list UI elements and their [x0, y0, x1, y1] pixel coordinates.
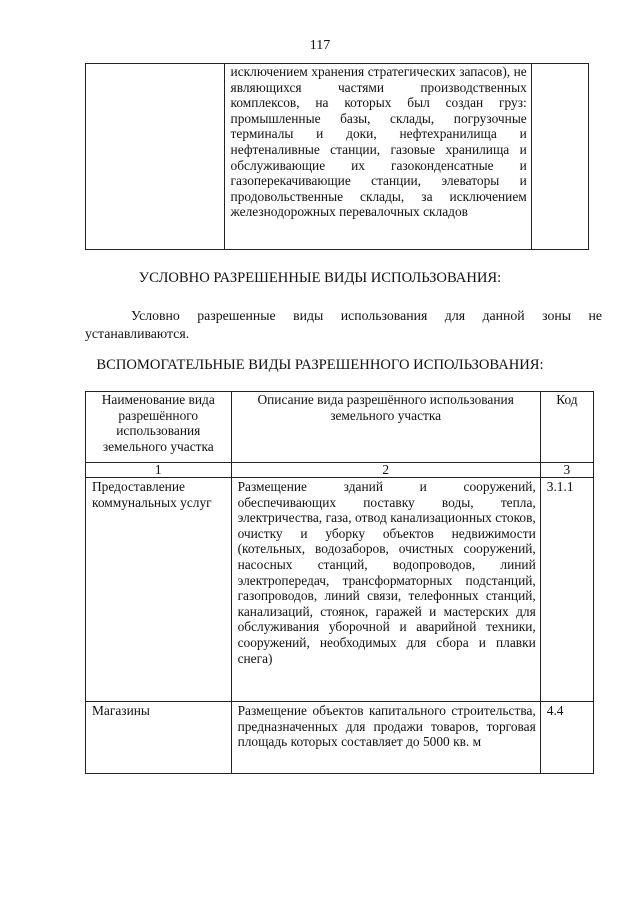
table-row: [86, 478, 594, 702]
use-name: Магазины: [86, 702, 232, 774]
conditional-uses-text: Условно разрешенные виды использования для данной зоны не устанавливаются.: [85, 308, 602, 341]
auxiliary-uses-table: [85, 391, 594, 774]
column-number: 2: [231, 463, 540, 478]
use-description: Размещение объектов капитального строительства, предназначенных для продажи товаров, торговая площадь которых составляет до 5000 кв. м: [237, 703, 536, 750]
table-row: [86, 64, 589, 250]
header-name: Наименование вида разрешённого использования земельного участка: [86, 392, 232, 463]
column-number-row: [86, 463, 594, 478]
header-description: Описание вида разрешённого использования земельного участка: [231, 392, 540, 463]
table-cell-description: [231, 702, 540, 774]
table-cell-description: [231, 478, 540, 702]
conditional-uses-heading: УСЛОВНО РАЗРЕШЕННЫЕ ВИДЫ ИСПОЛЬЗОВАНИЯ:: [138, 270, 502, 286]
column-number: 3: [540, 463, 593, 478]
use-code: 3.1.1: [540, 478, 593, 702]
table-header-row: [86, 392, 594, 463]
table-row: [86, 702, 594, 774]
table-cell-description: [224, 64, 531, 250]
column-number: 1: [86, 463, 232, 478]
table-cell-empty: [86, 64, 225, 250]
use-description: Размещение зданий и сооружений, обеспечивающих поставку воды, тепла, электричества, газа, отвод канализационных стоков, очистку и уборку объектов недвижимости (котельных, водозаборов, очистных сооружений, насосных станций, водопроводов, линий электропередач, трансформаторных подстанций, газопроводов, линий связи, телефонных станций, канализаций, стоянок, гаражей и мастерских для обслуживания уборочной и аварийной техники, сооружений, необходимых для сбора и плавки снега): [237, 479, 536, 666]
auxiliary-uses-heading: ВСПОМОГАТЕЛЬНЫЕ ВИДЫ РАЗРЕШЕННОГО ИСПОЛЬЗОВАНИЯ:: [96, 357, 544, 373]
use-code: 4.4: [540, 702, 593, 774]
page-number: 117: [309, 38, 331, 53]
header-code: Код: [540, 392, 593, 463]
use-name: Предоставление коммунальных услуг: [86, 478, 232, 702]
continuation-table: [85, 63, 589, 250]
row-description: исключением хранения стратегических запасов), не являющихся частями производственных комплексов, на которых был создан груз: промышленные базы, склады, погрузочные терминалы и доки, нефтехранилища и нефтеналивные станции, газовые хранилища и обслуживающие их газоконденсатные и газоперекачивающие станции, элеваторы и продовольственные склады, за исключением железнодорожных перевалочных складов: [230, 64, 527, 220]
table-cell-code: [531, 64, 588, 250]
